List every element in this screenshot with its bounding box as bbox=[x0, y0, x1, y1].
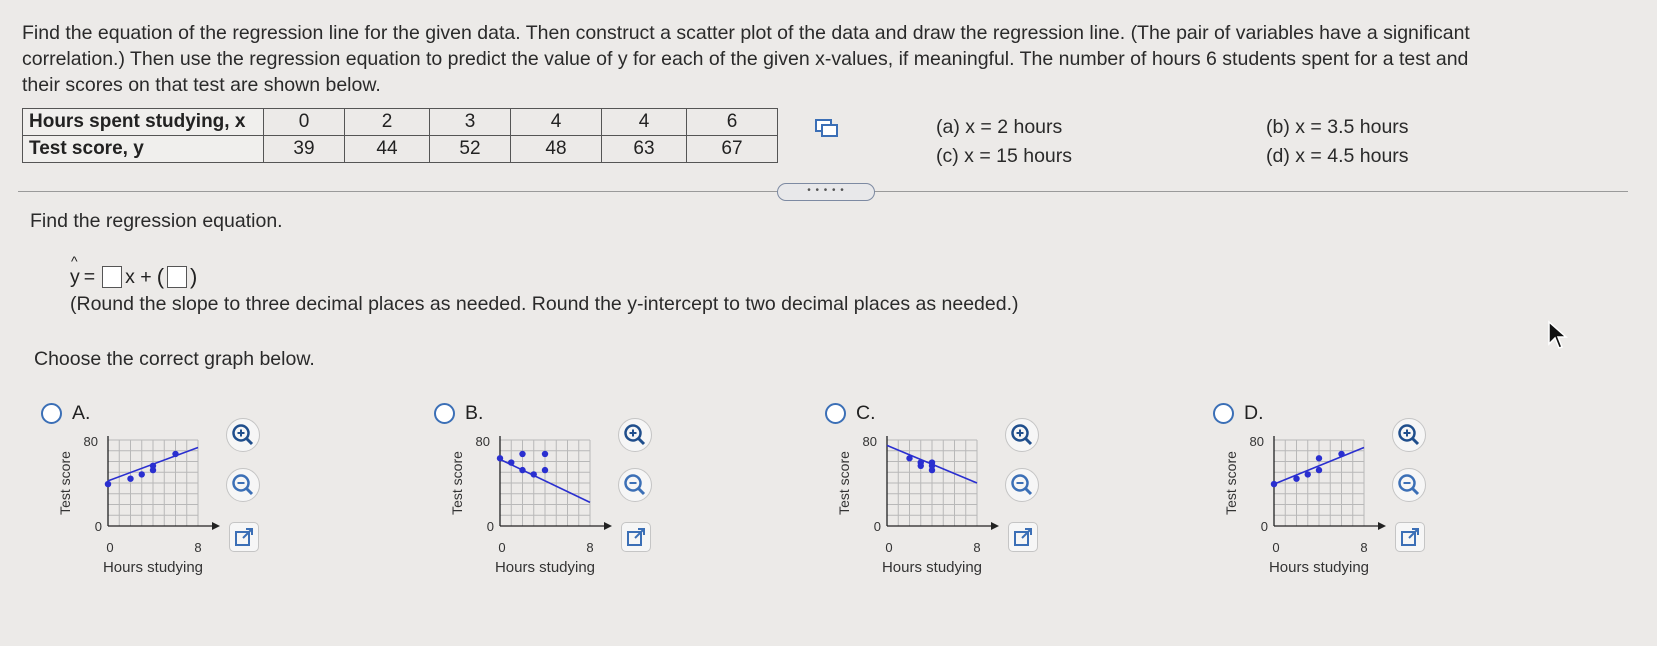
choice-a-label: A. bbox=[72, 402, 91, 424]
choice-d[interactable] bbox=[1213, 402, 1264, 425]
x-axis-arrow bbox=[212, 522, 220, 530]
intercept-input[interactable] bbox=[167, 266, 187, 288]
table-header-y: Test score, y bbox=[23, 136, 264, 163]
expand-button[interactable]: • • • • • bbox=[777, 183, 875, 201]
radio-c[interactable] bbox=[825, 403, 846, 424]
part-d: (d) x = 4.5 hours bbox=[1266, 145, 1409, 167]
slope-input[interactable] bbox=[102, 266, 122, 288]
y-tick-label: 80 bbox=[862, 436, 877, 449]
regression-equation bbox=[70, 252, 198, 290]
data-table bbox=[22, 108, 778, 163]
y-tick-label: 0 bbox=[94, 519, 102, 534]
graph-a[interactable] bbox=[58, 436, 298, 616]
regression-prompt: Find the regression equation. bbox=[30, 210, 283, 232]
scatter-plot bbox=[1224, 436, 1464, 616]
open-paren: ( bbox=[156, 264, 165, 289]
x-axis-title: Hours studying bbox=[102, 559, 204, 576]
x-tick-label: 8 bbox=[586, 540, 594, 555]
table-cell: 67 bbox=[687, 136, 778, 163]
table-cell: 3 bbox=[430, 109, 511, 136]
table-cell: 0 bbox=[264, 109, 345, 136]
data-point bbox=[519, 467, 525, 473]
zoom-in-icon[interactable] bbox=[1005, 418, 1039, 452]
data-point bbox=[519, 451, 525, 457]
radio-a[interactable] bbox=[41, 403, 62, 424]
table-cell: 48 bbox=[511, 136, 602, 163]
part-c: (c) x = 15 hours bbox=[936, 145, 1073, 167]
x-tick-label: 0 bbox=[1272, 540, 1280, 555]
x-axis-title: Hours studying bbox=[881, 559, 983, 576]
zoom-out-icon[interactable] bbox=[1005, 468, 1039, 502]
x-axis-arrow bbox=[991, 522, 999, 530]
choice-c[interactable] bbox=[825, 402, 876, 425]
zoom-in-icon[interactable] bbox=[1392, 418, 1426, 452]
x-tick-label: 8 bbox=[1360, 540, 1368, 555]
y-tick-label: 80 bbox=[83, 436, 98, 449]
y-tick-label: 0 bbox=[1260, 519, 1268, 534]
y-tick-label: 0 bbox=[486, 519, 494, 534]
data-point bbox=[929, 459, 935, 465]
part-b: (b) x = 3.5 hours bbox=[1266, 116, 1409, 138]
data-point bbox=[139, 471, 145, 477]
zoom-out-icon[interactable] bbox=[1392, 468, 1426, 502]
data-point bbox=[105, 481, 111, 487]
x-tick-label: 8 bbox=[973, 540, 981, 555]
y-symbol: y bbox=[70, 265, 80, 288]
problem-statement bbox=[22, 20, 1622, 98]
problem-line-2: correlation.) Then use the regression equation to predict the value of y for each of the given x-values, if meaningful. The number of hours 6 students spent for a test and bbox=[22, 48, 1469, 70]
data-point bbox=[1293, 476, 1299, 482]
table-cell: 44 bbox=[345, 136, 430, 163]
choice-c-label: C. bbox=[856, 402, 876, 424]
x-axis-title: Hours studying bbox=[494, 559, 596, 576]
choice-d-label: D. bbox=[1244, 402, 1264, 424]
data-point bbox=[127, 476, 133, 482]
choice-a[interactable] bbox=[41, 402, 90, 425]
x-tick-label: 0 bbox=[106, 540, 114, 555]
table-cell: 4 bbox=[511, 109, 602, 136]
table-cell: 6 bbox=[687, 109, 778, 136]
part-a: (a) x = 2 hours bbox=[936, 116, 1063, 138]
equals-sign: = bbox=[83, 265, 96, 288]
zoom-in-icon[interactable] bbox=[226, 418, 260, 452]
hat-symbol: ^ bbox=[71, 252, 78, 269]
scatter-plot bbox=[58, 436, 298, 616]
x-tick-label: 0 bbox=[885, 540, 893, 555]
external-link-icon[interactable] bbox=[1008, 522, 1038, 552]
table-cell: 52 bbox=[430, 136, 511, 163]
table-cell: 63 bbox=[602, 136, 687, 163]
problem-line-3: their scores on that test are shown below. bbox=[22, 74, 381, 96]
x-tick-label: 8 bbox=[194, 540, 202, 555]
data-point bbox=[1316, 455, 1322, 461]
y-axis-title: Test score bbox=[58, 451, 73, 515]
rounding-note: (Round the slope to three decimal places as needed. Round the y-intercept to two decimal places as needed.) bbox=[70, 293, 1019, 315]
data-point bbox=[918, 463, 924, 469]
data-point bbox=[1271, 481, 1277, 487]
data-point bbox=[542, 451, 548, 457]
problem-line-1: Find the equation of the regression line for the given data. Then construct a scatter plot of the data and draw the regression line. (The pair of variables have a significant bbox=[22, 22, 1470, 44]
graph-prompt: Choose the correct graph below. bbox=[34, 348, 315, 370]
data-point bbox=[172, 451, 178, 457]
x-axis-arrow bbox=[604, 522, 612, 530]
table-row-x bbox=[23, 109, 778, 136]
y-axis-title: Test score bbox=[450, 451, 465, 515]
y-tick-label: 80 bbox=[475, 436, 490, 449]
zoom-out-icon[interactable] bbox=[226, 468, 260, 502]
choice-b-label: B. bbox=[465, 402, 484, 424]
cursor-icon bbox=[1547, 320, 1569, 350]
radio-b[interactable] bbox=[434, 403, 455, 424]
table-row-y bbox=[23, 136, 778, 163]
x-plus-text: x + bbox=[125, 265, 152, 288]
data-point bbox=[906, 455, 912, 461]
data-point bbox=[508, 459, 514, 465]
radio-d[interactable] bbox=[1213, 403, 1234, 424]
y-tick-label: 0 bbox=[873, 519, 881, 534]
data-point bbox=[1338, 451, 1344, 457]
data-point bbox=[1316, 467, 1322, 473]
copy-icon[interactable] bbox=[815, 118, 839, 138]
y-axis-title: Test score bbox=[837, 451, 852, 515]
zoom-in-icon[interactable] bbox=[618, 418, 652, 452]
choice-b[interactable] bbox=[434, 402, 483, 425]
table-header-x: Hours spent studying, x bbox=[23, 109, 264, 136]
external-link-icon[interactable] bbox=[621, 522, 651, 552]
x-tick-label: 0 bbox=[498, 540, 506, 555]
table-cell: 39 bbox=[264, 136, 345, 163]
graph-c[interactable] bbox=[837, 436, 1077, 616]
y-tick-label: 80 bbox=[1249, 436, 1264, 449]
y-hat bbox=[70, 252, 80, 289]
data-point bbox=[542, 467, 548, 473]
x-axis-arrow bbox=[1378, 522, 1386, 530]
zoom-out-icon[interactable] bbox=[618, 468, 652, 502]
data-point bbox=[1305, 471, 1311, 477]
data-point bbox=[497, 455, 503, 461]
graph-b[interactable] bbox=[450, 436, 690, 616]
table-cell: 2 bbox=[345, 109, 430, 136]
close-paren: ) bbox=[190, 264, 198, 289]
data-point bbox=[531, 471, 537, 477]
external-link-icon[interactable] bbox=[1395, 522, 1425, 552]
x-axis-title: Hours studying bbox=[1268, 559, 1370, 576]
graph-d[interactable] bbox=[1224, 436, 1464, 616]
scatter-plot bbox=[450, 436, 690, 616]
data-point bbox=[150, 463, 156, 469]
scatter-plot bbox=[837, 436, 1077, 616]
y-axis-title: Test score bbox=[1224, 451, 1239, 515]
external-link-icon[interactable] bbox=[229, 522, 259, 552]
table-cell: 4 bbox=[602, 109, 687, 136]
